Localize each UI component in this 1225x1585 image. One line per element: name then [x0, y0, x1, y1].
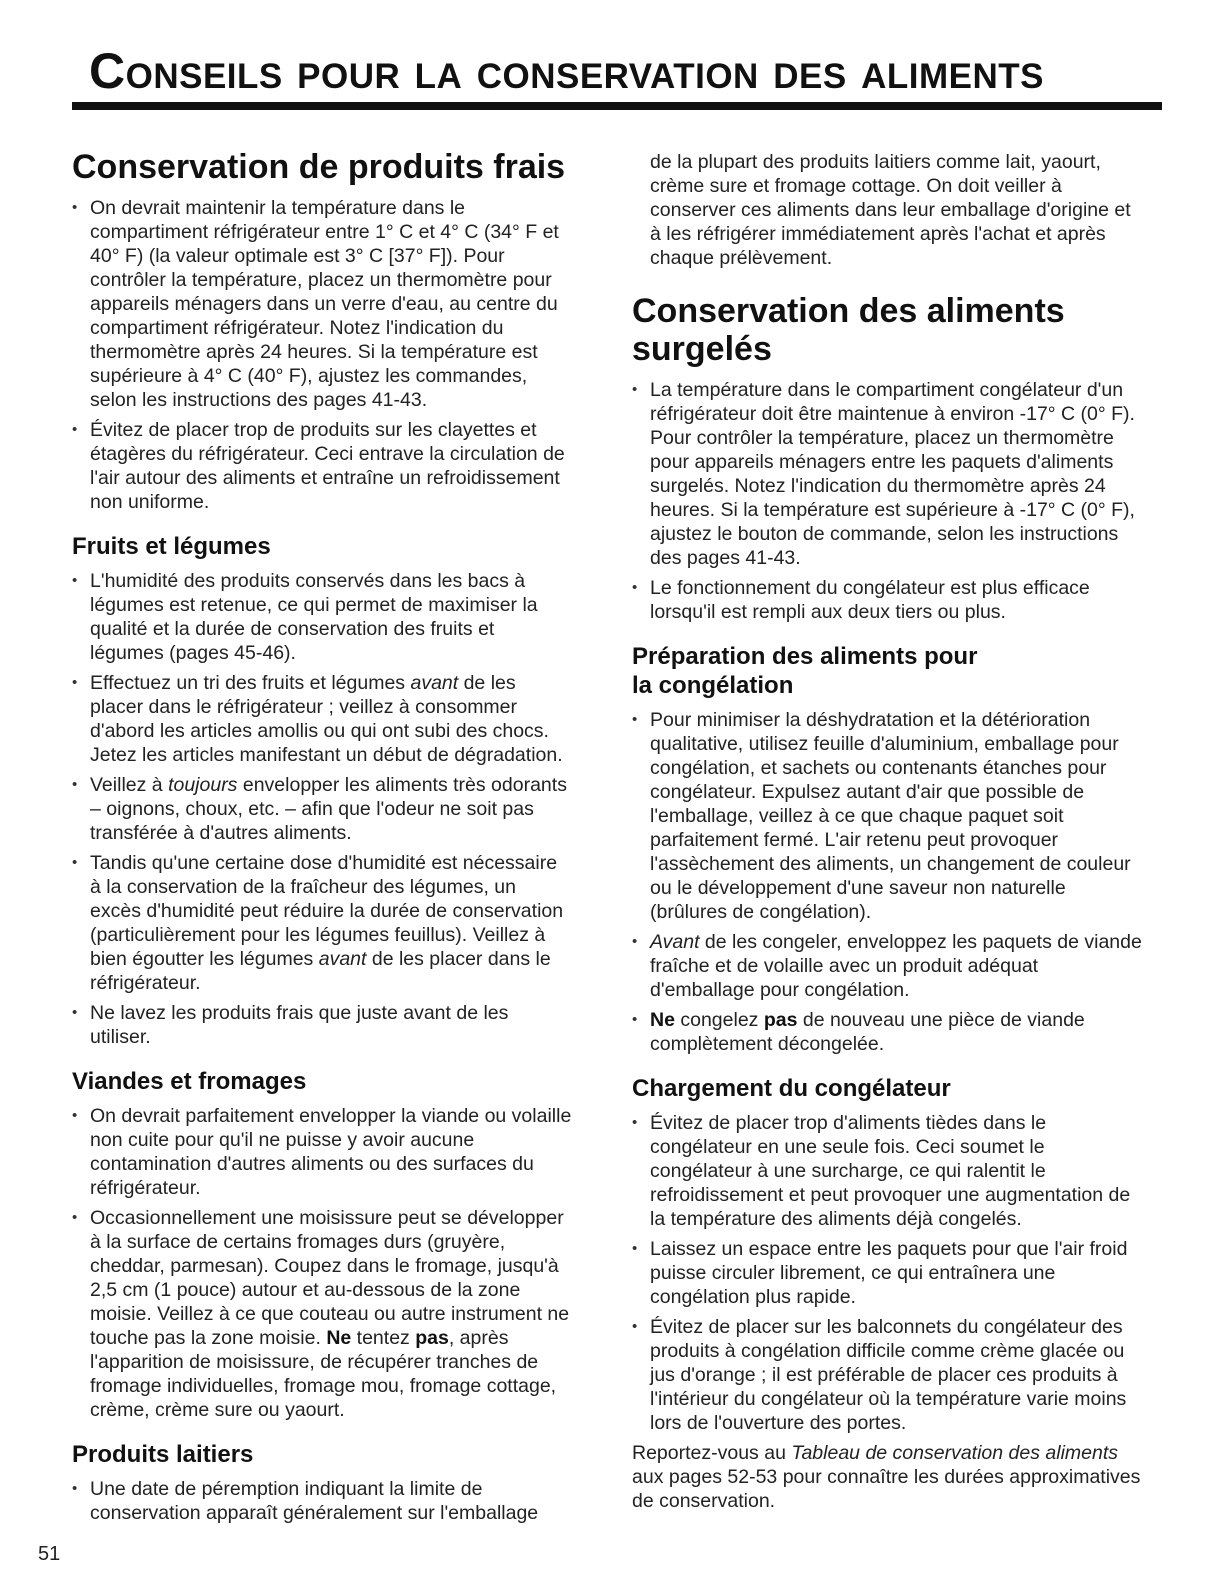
- left-column: [72, 148, 572, 1531]
- bold-text: Ne: [650, 1009, 675, 1031]
- page-title: Conseils pour la conservation des aliments: [89, 43, 1044, 99]
- list-item: • Une date de péremption indiquant la limite de conservation apparaît généralement sur l'emballage: [72, 1477, 572, 1525]
- right-column: [632, 150, 1142, 1519]
- meat-cheese-list: [72, 1104, 572, 1422]
- list-item: • Évitez de placer trop de produits sur les clayettes et étagères du réfrigérateur. Ceci entrave la circulation de l'air autour des aliments et entraîne un refroidissement non uniforme.: [72, 418, 572, 514]
- list-item: • Évitez de placer trop d'aliments tièdes dans le congélateur en une seule fois. Ceci soumet le congélateur à une surcharge, ce qui ralentit le refroidissement et peut provoquer une augmentation de la température des aliments déjà congelés.: [632, 1111, 1142, 1231]
- reference-note: [632, 1441, 1142, 1513]
- dairy-list: [72, 1477, 572, 1525]
- bold-text: pas: [763, 1009, 798, 1031]
- bold-text: Ne: [326, 1327, 352, 1349]
- list-item: [72, 851, 572, 995]
- list-item: • Le fonctionnement du congélateur est plus efficace lorsqu'il est rempli aux deux tiers ou plus.: [632, 576, 1142, 624]
- fresh-produce-heading: Conservation de produits frais: [72, 148, 566, 186]
- list-item: [72, 773, 572, 845]
- emphasis: avant: [410, 672, 459, 694]
- dairy-heading: Produits laitiers: [72, 1441, 254, 1468]
- text: Occasionnellement une moisissure peut se développer à la surface de certains fromages durs (gruyère, cheddar, parmesan). Coupez dans le fromage, jusqu'à 2,5 cm (1 pouce) autour et au-dessous de la zone moisie. Veillez à ce que couteau ou autre instrument ne touche pas la zone moisie.: [90, 1207, 570, 1349]
- heading-line: Préparation des aliments pour: [632, 643, 978, 670]
- emphasis: toujours: [168, 774, 238, 796]
- text: Effectuez un tri des fruits et légumes: [90, 672, 411, 694]
- fruits-list: [72, 569, 572, 1049]
- loading-heading: Chargement du congélateur: [632, 1075, 951, 1102]
- fruits-heading: Fruits et légumes: [72, 533, 271, 560]
- text: aux pages 52-53 pour connaître les durées approximatives de conservation.: [632, 1466, 1141, 1512]
- list-item: [72, 671, 572, 767]
- text: envelopper les aliments très odorants – oignons, choux, etc. – afin que l'odeur ne soit pas transférée à d'autres aliments.: [90, 774, 567, 844]
- heading-line: la congélation: [632, 672, 794, 699]
- text: de les placer dans le réfrigérateur ; veillez à consommer d'abord les articles amollis ou qui ont subi des chocs. Jetez les articles manifestant un début de dégradation.: [90, 672, 563, 766]
- list-item: • On devrait parfaitement envelopper la viande ou volaille non cuite pour qu'il ne puisse y avoir aucune contamination d'autres aliments ou des surfaces du réfrigérateur.: [72, 1104, 572, 1200]
- list-item: • Ne lavez les produits frais que juste avant de les utiliser.: [72, 1001, 572, 1049]
- fresh-produce-list: [72, 196, 572, 514]
- preparation-heading: [632, 642, 1142, 700]
- dairy-continued: de la plupart des produits laitiers comme lait, yaourt, crème sure et fromage cottage. On doit veiller à conserver ces aliments dans leur emballage d'origine et à les réfrigérer immédiatement après l'achat et après chaque prélèvement.: [650, 151, 1131, 269]
- frozen-heading: Conservation des aliments surgelés: [632, 292, 1065, 368]
- page-header: [72, 42, 1162, 110]
- list-item: [72, 1206, 572, 1422]
- list-item: • On devrait maintenir la température dans le compartiment réfrigérateur entre 1° C et 4° C (34° F et 40° F) (la valeur optimale est 3° C [37° F]). Pour contrôler la température, placez un thermomètre pour appareils ménagers dans un verre d'eau, au centre du compartiment réfrigérateur. Notez l'indication du thermomètre après 24 heures. Si la température est supérieure à 4° C (40° F), ajustez les commandes, selon les instructions des pages 41-43.: [72, 196, 572, 412]
- page-number: 51: [38, 1543, 61, 1565]
- list-item: [632, 1008, 1142, 1056]
- text: Reportez-vous au: [632, 1442, 792, 1464]
- text: de nouveau une pièce de viande complètement décongelée.: [650, 1009, 1085, 1055]
- list-item: • Laissez un espace entre les paquets pour que l'air froid puisse circuler librement, ce qui entraînera une congélation plus rapide.: [632, 1237, 1142, 1309]
- loading-list: [632, 1111, 1142, 1435]
- list-item: • Pour minimiser la déshydratation et la détérioration qualitative, utilisez feuille d'aluminium, emballage pour congélation, et sachets ou contenants étanches pour congélateur. Expulsez autant d'air que possible de l'emballage, veillez à ce que chaque paquet soit parfaitement fermé. L'air retenu peut provoquer l'assèchement des aliments, un changement de couleur ou le développement d'une saveur non naturelle (brûlures de congélation).: [632, 708, 1142, 924]
- bold-text: pas: [415, 1327, 449, 1349]
- emphasis: Avant: [650, 931, 700, 953]
- text: Veillez à: [90, 774, 169, 796]
- frozen-list: [632, 378, 1142, 624]
- text: de les congeler, enveloppez les paquets de viande fraîche et de volaille avec un produit adéquat d'emballage pour congélation.: [650, 931, 1142, 1001]
- text: congelez: [674, 1009, 764, 1031]
- text: de les placer dans le réfrigérateur.: [90, 948, 551, 994]
- preparation-list: [632, 708, 1142, 1056]
- text: , après l'apparition de moisissure, de récupérer tranches de fromage individuelles, fromage mou, fromage cottage, crème, crème sure ou yaourt.: [90, 1327, 557, 1421]
- text: tentez: [351, 1327, 416, 1349]
- list-item: • L'humidité des produits conservés dans les bacs à légumes est retenue, ce qui permet de maximiser la qualité et la durée de conservation des fruits et légumes (pages 45-46).: [72, 569, 572, 665]
- list-item: [632, 930, 1142, 1002]
- emphasis: avant: [318, 948, 367, 970]
- title-rule: [72, 102, 1162, 110]
- list-item: • Évitez de placer sur les balconnets du congélateur des produits à congélation difficile comme crème glacée ou jus d'orange ; il est préférable de placer ces produits à l'intérieur du congélateur où la température varie moins lors de l'ouverture des portes.: [632, 1315, 1142, 1435]
- table-reference-link: Tableau de conservation des aliments: [791, 1442, 1118, 1464]
- list-item: • La température dans le compartiment congélateur d'un réfrigérateur doit être maintenue à environ -17° C (0° F). Pour contrôler la température, placez un thermomètre pour appareils ménagers entre les paquets d'aliments surgelés. Notez l'indication du thermomètre après 24 heures. Si la température est supérieure à -17° C (0° F), ajustez le bouton de commande, selon les instructions des pages 41-43.: [632, 378, 1142, 570]
- meat-cheese-heading: Viandes et fromages: [72, 1068, 307, 1095]
- text: Tandis qu'une certaine dose d'humidité est nécessaire à la conservation de la fraîcheur des légumes, un excès d'humidité peut réduire la durée de conservation (particulièrement pour les légumes feuillus). Veillez à bien égoutter les légumes: [90, 852, 564, 970]
